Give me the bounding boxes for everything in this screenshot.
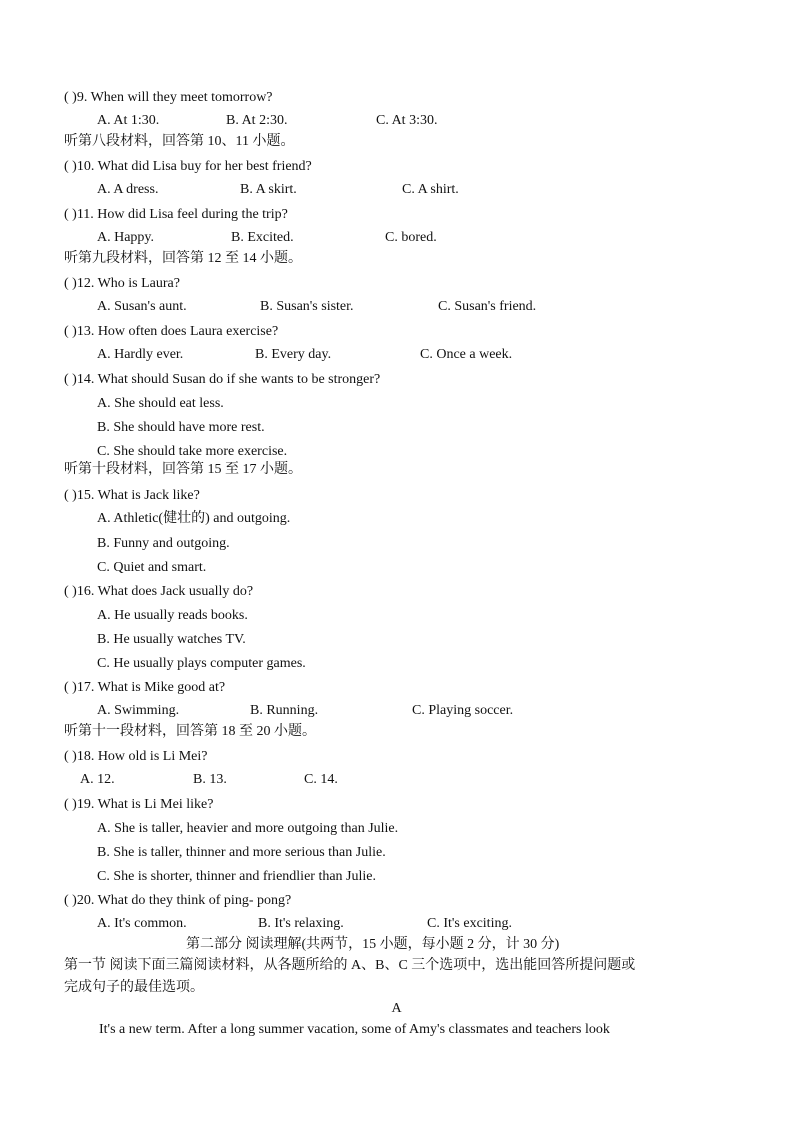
option-12c: C. Susan's friend. [438, 299, 537, 314]
option-13b: B. Every day. [255, 347, 332, 362]
option-13c: C. Once a week. [420, 347, 513, 362]
option-11c: C. bored. [385, 230, 437, 245]
question-17: ( )17. What is Mike good at? [64, 680, 226, 695]
question-20: ( )20. What do they think of ping- pong? [64, 893, 292, 908]
option-16b: B. He usually watches TV. [97, 632, 246, 647]
option-14b: B. She should have more rest. [97, 420, 265, 435]
section-heading-10: 听第十段材料，回答第 15 至 17 小题。 [64, 462, 302, 477]
option-19a: A. She is taller, heavier and more outgoing than Julie. [97, 821, 399, 836]
option-10b: B. A skirt. [240, 182, 297, 197]
option-19c: C. She is shorter, thinner and friendlier than Julie. [97, 869, 376, 884]
option-12a: A. Susan's aunt. [97, 299, 187, 314]
question-18: ( )18. How old is Li Mei? [64, 749, 208, 764]
part2-instruction-line2: 完成句子的最佳选项。 [64, 980, 204, 995]
option-10c: C. A shirt. [402, 182, 459, 197]
option-13a: A. Hardly ever. [97, 347, 184, 362]
option-14c: C. She should take more exercise. [97, 444, 288, 459]
question-13: ( )13. How often does Laura exercise? [64, 324, 279, 339]
option-19b: B. She is taller, thinner and more serious than Julie. [97, 845, 386, 860]
option-15c: C. Quiet and smart. [97, 560, 207, 575]
option-9c: C. At 3:30. [376, 113, 438, 128]
question-10: ( )10. What did Lisa buy for her best friend? [64, 159, 312, 174]
option-11a: A. Happy. [97, 230, 155, 245]
option-20a: A. It's common. [97, 916, 187, 931]
option-18c: C. 14. [304, 772, 338, 787]
question-14: ( )14. What should Susan do if she wants to be stronger? [64, 372, 381, 387]
question-16: ( )16. What does Jack usually do? [64, 584, 254, 599]
section-heading-8: 听第八段材料，回答第 10、11 小题。 [64, 134, 295, 149]
option-9a: A. At 1:30. [97, 113, 160, 128]
question-15: ( )15. What is Jack like? [64, 488, 200, 503]
section-heading-11: 听第十一段材料，回答第 18 至 20 小题。 [64, 724, 316, 739]
option-18a: A. 12. [80, 772, 115, 787]
option-18b: B. 13. [193, 772, 227, 787]
option-17a: A. Swimming. [97, 703, 180, 718]
passage-label: A [391, 1001, 402, 1016]
option-11b: B. Excited. [231, 230, 294, 245]
option-17b: B. Running. [250, 703, 319, 718]
section-heading-9: 听第九段材料，回答第 12 至 14 小题。 [64, 251, 302, 266]
option-16a: A. He usually reads books. [97, 608, 248, 623]
question-12: ( )12. Who is Laura? [64, 276, 180, 291]
option-10a: A. A dress. [97, 182, 159, 197]
option-14a: A. She should eat less. [97, 396, 224, 411]
option-15b: B. Funny and outgoing. [97, 536, 230, 551]
option-20c: C. It's exciting. [427, 916, 512, 931]
question-9: ( )9. When will they meet tomorrow? [64, 90, 273, 105]
passage-first-line: It's a new term. After a long summer vacation, some of Amy's classmates and teachers look [99, 1022, 610, 1037]
option-9b: B. At 2:30. [226, 113, 288, 128]
option-17c: C. Playing soccer. [412, 703, 514, 718]
option-16c: C. He usually plays computer games. [97, 656, 306, 671]
option-12b: B. Susan's sister. [260, 299, 354, 314]
question-11: ( )11. How did Lisa feel during the trip? [64, 207, 288, 222]
part2-title: 第二部分 阅读理解(共两节，15 小题，每小题 2 分，计 30 分) [186, 937, 560, 952]
option-15a: A. Athletic(健壮的) and outgoing. [97, 511, 291, 526]
part2-instruction-line1: 第一节 阅读下面三篇阅读材料，从各题所给的 A、B、C 三个选项中，选出能回答所提问题或 [64, 958, 636, 973]
question-19: ( )19. What is Li Mei like? [64, 797, 214, 812]
option-20b: B. It's relaxing. [258, 916, 344, 931]
